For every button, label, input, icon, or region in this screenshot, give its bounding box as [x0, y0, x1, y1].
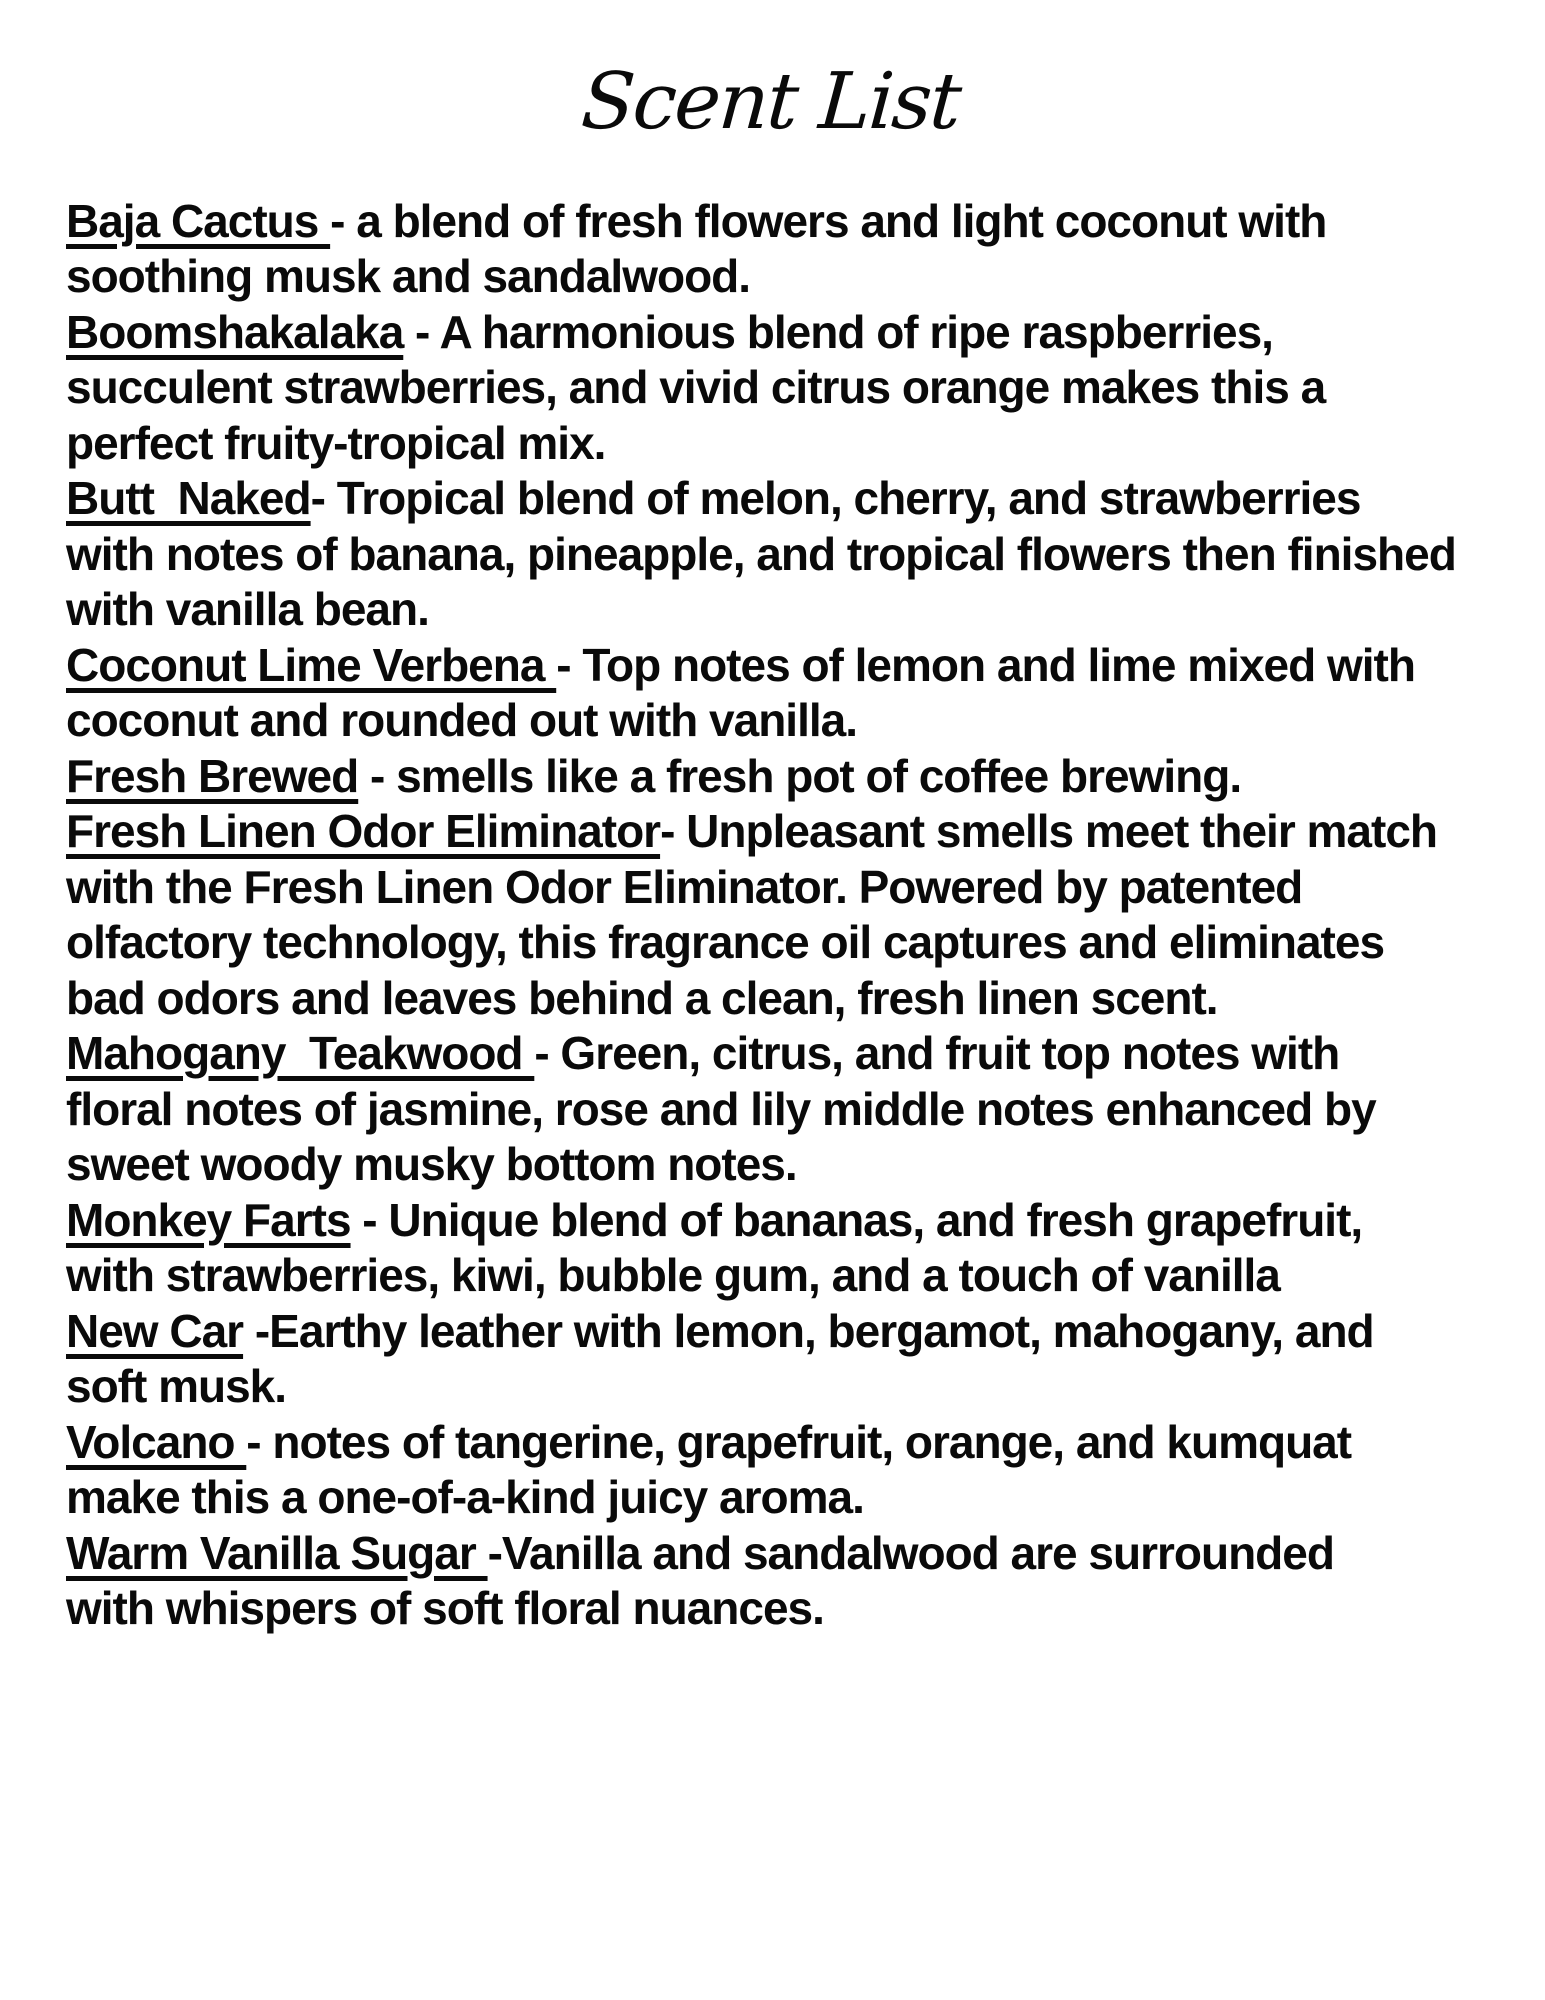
- scent-description-line: soothing musk and sandalwood.: [66, 250, 751, 303]
- scent-entry-baja-cactus: [66, 194, 1515, 250]
- scent-entry-coconut-lime-verbena: [66, 638, 1515, 694]
- scent-name: Butt Naked: [66, 472, 311, 525]
- scent-description-line: - smells like a fresh pot of coffee brewing.: [358, 749, 1242, 802]
- scent-name: Fresh Linen Odor Eliminator: [66, 805, 661, 858]
- scent-name: Mahogany Teakwood: [66, 1027, 535, 1080]
- scent-entry-fresh-brewed: [66, 749, 1515, 805]
- scent-description-line: - Unpleasant smells meet their match: [660, 805, 1438, 858]
- scent-name: Volcano: [66, 1415, 247, 1468]
- scent-description-line: - Unique blend of bananas, and fresh grapefruit,: [350, 1193, 1363, 1246]
- scent-entry-fresh-linen-odor-eliminator: [66, 804, 1515, 860]
- scent-entry-new-car: [66, 1304, 1515, 1360]
- scent-description-line: bad odors and leaves behind a clean, fresh linen scent.: [66, 971, 1218, 1024]
- scent-description-line: make this a one-of-a-kind juicy aroma.: [66, 1471, 864, 1524]
- scent-description-line: - a blend of fresh flowers and light coconut with: [330, 194, 1327, 247]
- scent-description-line: with vanilla bean.: [66, 583, 429, 636]
- scent-description-line: with strawberries, kiwi, bubble gum, and a touch of vanilla: [66, 1249, 1280, 1302]
- scent-description-line: perfect fruity-tropical mix.: [66, 416, 606, 469]
- scent-description-line: - notes of tangerine, grapefruit, orange, and kumquat: [246, 1415, 1352, 1468]
- scent-entry-volcano: [66, 1415, 1515, 1471]
- scent-description-line: -Vanilla and sandalwood are surrounded: [487, 1526, 1334, 1579]
- scent-entry-butt-naked: [66, 471, 1515, 527]
- scent-name: Warm Vanilla Sugar: [66, 1526, 488, 1579]
- scent-description-line: with notes of banana, pineapple, and tropical flowers then finished: [66, 527, 1456, 580]
- scent-list: [66, 194, 1515, 1637]
- scent-description-line: coconut and rounded out with vanilla.: [66, 694, 857, 747]
- scent-name: New Car: [66, 1304, 244, 1357]
- scent-description-line: succulent strawberries, and vivid citrus orange makes this a: [66, 361, 1326, 414]
- page-title: Scent List: [578, 57, 963, 147]
- scent-entry-warm-vanilla-sugar: [66, 1526, 1515, 1582]
- scent-name: Fresh Brewed: [66, 749, 359, 802]
- scent-description-line: with whispers of soft floral nuances.: [66, 1582, 824, 1635]
- scent-description-line: sweet woody musky bottom notes.: [66, 1138, 797, 1191]
- scent-name: Coconut Lime Verbena: [66, 638, 557, 691]
- scent-description-line: with the Fresh Linen Odor Eliminator. Powered by patented: [66, 860, 1303, 913]
- scent-description-line: - A harmonious blend of ripe raspberries,: [403, 305, 1273, 358]
- scent-entry-mahogany-teakwood: [66, 1026, 1515, 1082]
- scent-description-line: olfactory technology, this fragrance oil captures and eliminates: [66, 916, 1385, 969]
- scent-description-line: - Tropical blend of melon, cherry, and strawberries: [310, 472, 1361, 525]
- scent-description-line: soft musk.: [66, 1360, 287, 1413]
- scent-entry-boomshakalaka: [66, 305, 1515, 361]
- scent-description-line: - Top notes of lemon and lime mixed with: [556, 638, 1415, 691]
- scent-description-line: floral notes of jasmine, rose and lily middle notes enhanced by: [66, 1082, 1376, 1135]
- scent-description-line: -Earthy leather with lemon, bergamot, mahogany, and: [243, 1304, 1374, 1357]
- scent-entry-monkey-farts: [66, 1193, 1515, 1249]
- scent-name: Baja Cactus: [66, 194, 331, 247]
- scent-description-line: - Green, citrus, and fruit top notes with: [534, 1027, 1340, 1080]
- scent-name: Boomshakalaka: [66, 305, 404, 358]
- scent-name: Monkey Farts: [66, 1193, 351, 1246]
